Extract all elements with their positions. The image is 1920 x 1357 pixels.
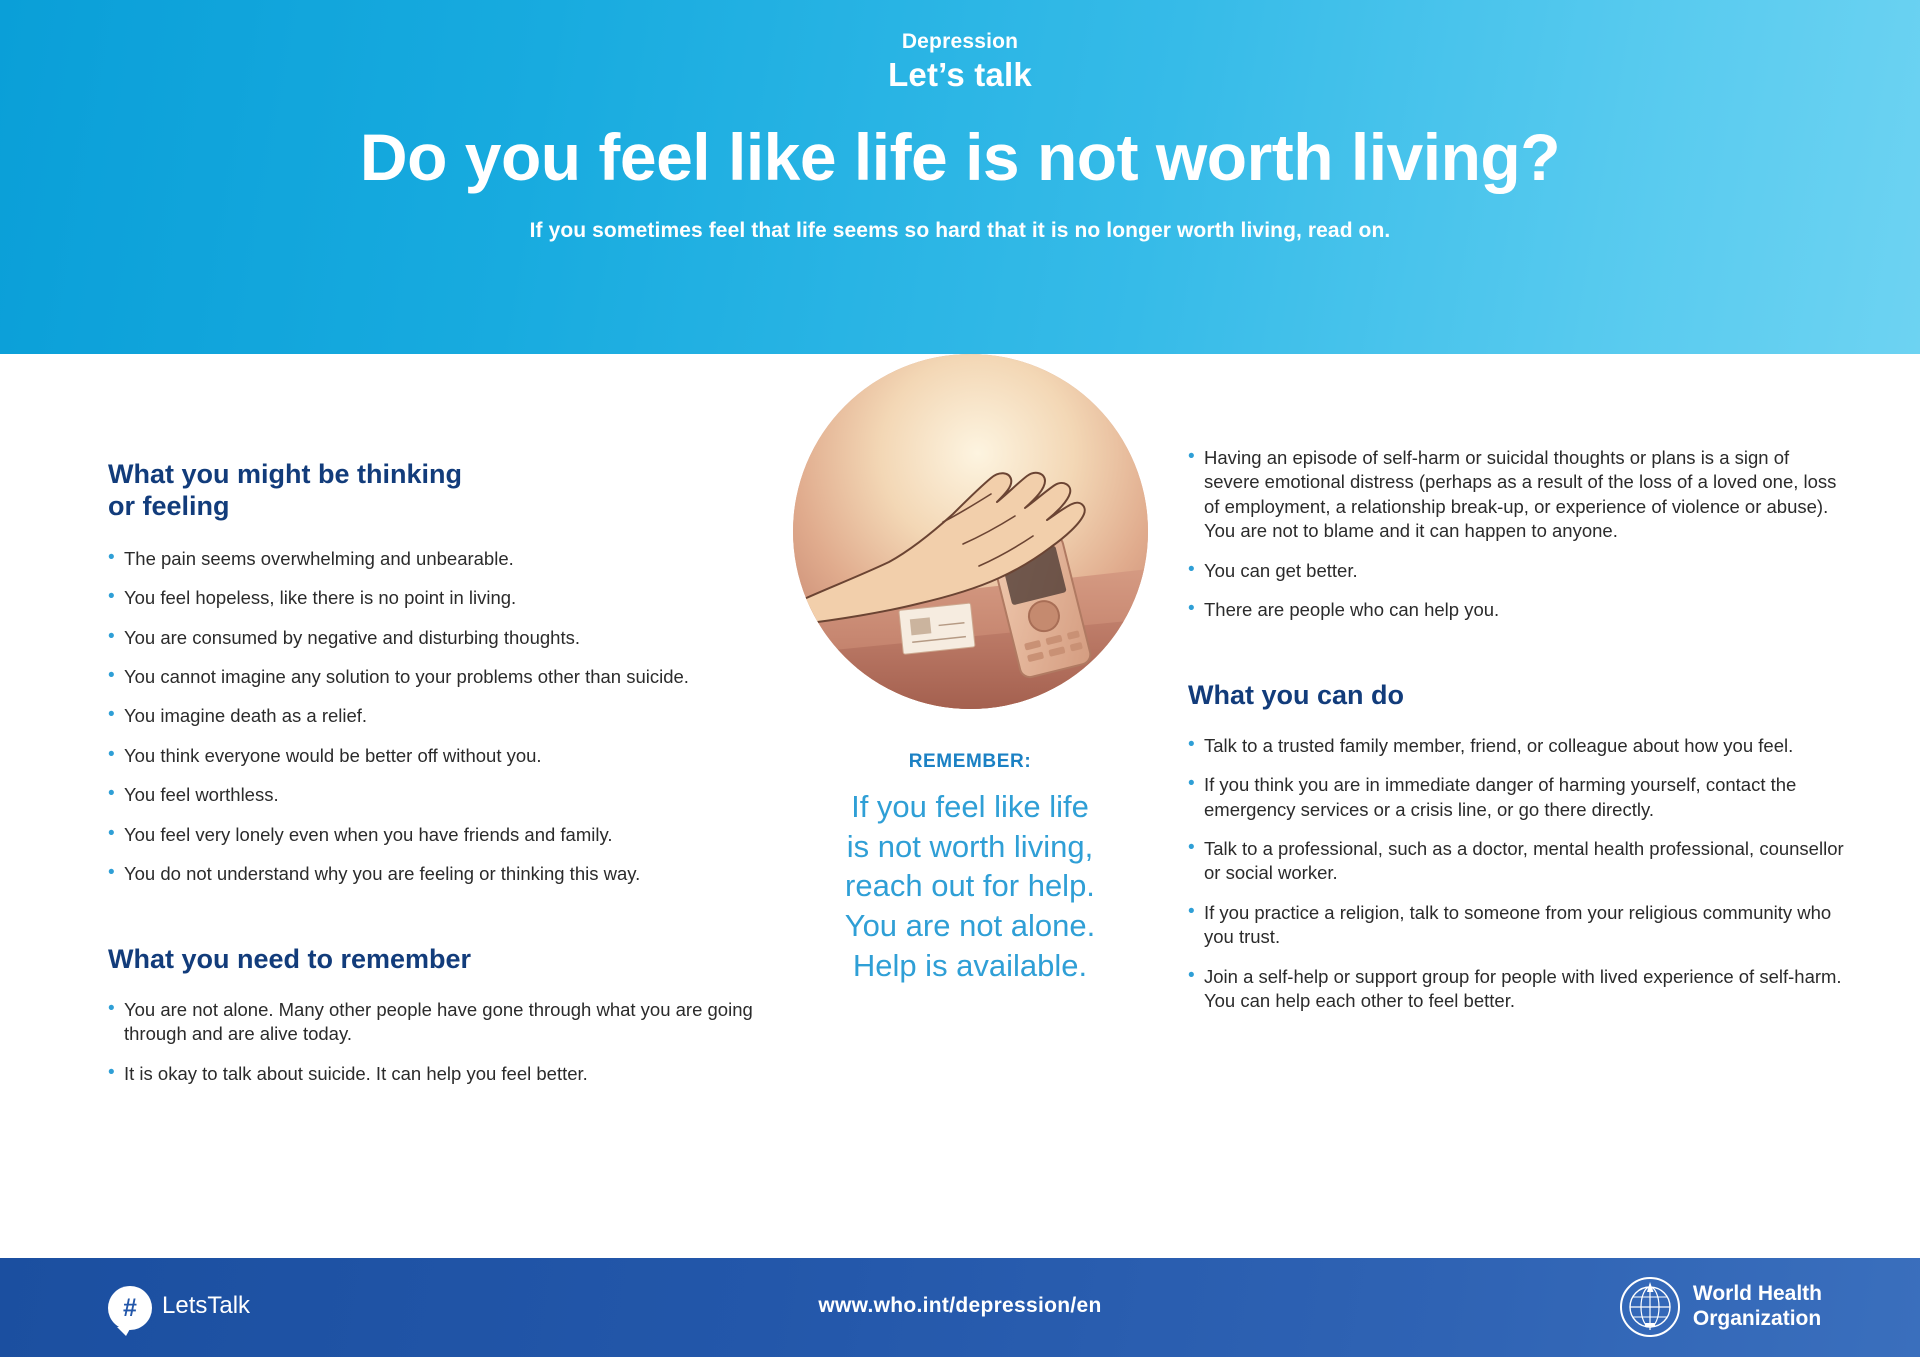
illustration-hand-phone (793, 354, 1148, 709)
section-title-what-you-can-do: What you can do (1188, 680, 1404, 711)
remember-line-3: reach out for help. (845, 868, 1095, 904)
thinking-list (108, 547, 768, 887)
list-item: • You think everyone would be better off without you. (108, 744, 768, 768)
remember-label: REMEMBER: (908, 751, 1032, 772)
info-list (1188, 446, 1848, 622)
hand-reaching-phone-icon (793, 354, 1148, 709)
brand-lets-talk: Let’s talk (888, 56, 1032, 94)
page-subtitle: If you sometimes feel that life seems so hard that it is no longer worth living, read on. (529, 218, 1391, 242)
who-logo (1619, 1276, 1822, 1338)
list-item: • Having an episode of self-harm or suicidal thoughts or plans is a sign of severe emotional distress (perhaps as a result of the loss of a loved one, loss of employment, a relationship break-up, or experience of violence or abuse). You are not to blame and it can happen to anyone. (1188, 446, 1848, 544)
content-area (0, 354, 1920, 1258)
list-item: • Talk to a trusted family member, friend, or colleague about how you feel. (1188, 734, 1848, 758)
hashtag-icon: # (108, 1286, 152, 1330)
list-item: • Join a self-help or support group for people with lived experience of self-harm. You can help each other to feel better. (1188, 965, 1848, 1014)
list-item: • If you think you are in immediate danger of harming yourself, contact the emergency services or a crisis line, or go there directly. (1188, 773, 1848, 822)
list-item: • It is okay to talk about suicide. It can help you feel better. (108, 1062, 768, 1086)
section-title-need-to-remember: What you need to remember (108, 944, 472, 975)
footer (0, 1258, 1920, 1357)
list-item: • You feel hopeless, like there is no point in living. (108, 586, 768, 610)
who-name (1693, 1282, 1822, 1332)
list-item: • You cannot imagine any solution to your problems other than suicide. (108, 665, 768, 689)
who-emblem-icon (1619, 1276, 1681, 1338)
remember-line-4: You are not alone. (844, 908, 1096, 944)
list-item: • You imagine death as a relief. (108, 704, 768, 728)
spacer (108, 901, 768, 943)
page-title: Do you feel like life is not worth living? (359, 120, 1561, 195)
spacer (1188, 637, 1848, 679)
remember-line-5: Help is available. (852, 947, 1088, 983)
remember-line-2: is not worth living, (846, 828, 1094, 864)
need-to-remember-list (108, 998, 768, 1086)
center-column (770, 354, 1170, 985)
section-title-thinking-line2: or feeling (108, 491, 230, 522)
list-item: • The pain seems overwhelming and unbearable. (108, 547, 768, 571)
list-item: • If you practice a religion, talk to someone from your religious community who you trust. (1188, 901, 1848, 950)
list-item: • You feel worthless. (108, 783, 768, 807)
footer-url[interactable]: www.who.int/depression/en (818, 1294, 1102, 1317)
section-title-thinking-line1: What you might be thinking (108, 459, 462, 489)
list-item: • You are consumed by negative and disturbing thoughts. (108, 626, 768, 650)
who-name-line1: World Health (1692, 1282, 1822, 1306)
right-column (1188, 446, 1848, 1028)
section-title-thinking (108, 458, 768, 523)
brand-depression: Depression (901, 30, 1019, 53)
list-item: • You are not alone. Many other people have gone through what you are going through and are alive today. (108, 998, 768, 1047)
hashtag-label: LetsTalk (162, 1292, 251, 1319)
what-you-can-do-list (1188, 734, 1848, 1014)
header (0, 0, 1920, 354)
left-column (108, 458, 768, 1101)
list-item: • You feel very lonely even when you have friends and family. (108, 823, 768, 847)
list-item: • You do not understand why you are feeling or thinking this way. (108, 862, 768, 886)
remember-message (770, 787, 1170, 985)
list-item: • There are people who can help you. (1188, 598, 1848, 622)
list-item: • Talk to a professional, such as a doctor, mental health professional, counsellor or social worker. (1188, 837, 1848, 886)
list-item: • You can get better. (1188, 559, 1848, 583)
remember-line-1: If you feel like life (851, 789, 1089, 824)
who-name-line2: Organization (1692, 1307, 1822, 1330)
